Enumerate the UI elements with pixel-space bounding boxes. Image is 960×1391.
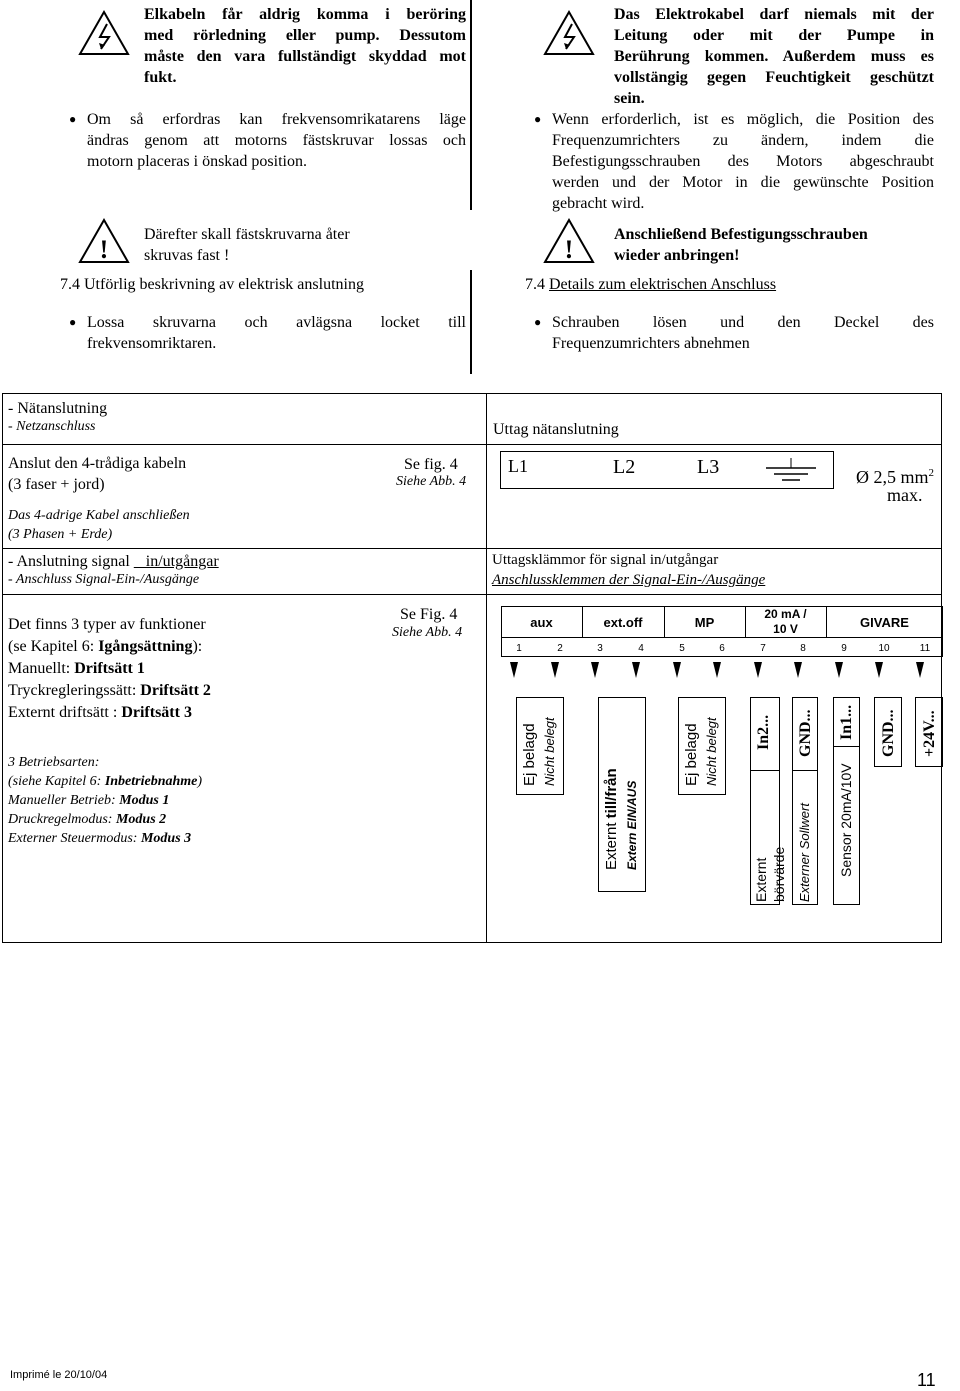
terminal-group-mp: MP (694, 615, 715, 630)
pin-label-24v: +24V... (921, 710, 938, 757)
figure-ref-de: Siehe Abb. 4 (396, 474, 467, 489)
wire-size-max: max. (887, 485, 923, 505)
pin-number: 4 (638, 643, 644, 654)
terminal-group-givare: GIVARE (860, 615, 909, 630)
caution-icon (543, 218, 595, 264)
pin-number: 2 (557, 643, 563, 654)
mains-outlet-label: Uttag nätanslutning (493, 421, 619, 438)
bullet-text-de: Schrauben lösen und den Deckel des Frequenzumrichters abnehmen (552, 314, 934, 352)
pin-label-ext-setpoint-de: Externer Sollwert (797, 803, 812, 902)
table-col-divider (486, 393, 487, 943)
section-heading-de: 7.4 Details zum elektrischen Anschluss (525, 276, 777, 293)
mains-connection-label-de: - Netzanschluss (8, 419, 96, 434)
bullet-text-sv: Lossa skruvarna och avlägsna locket till frekvensomriktaren. (87, 314, 466, 352)
pin-label-gnd: GND... (797, 709, 814, 757)
mains-connection-label: - Nätanslutning (8, 400, 108, 417)
pin-number: 11 (919, 643, 931, 654)
pin-label-not-used: Ej belagd Nicht belegt (521, 717, 557, 786)
figure-ref: Se fig. 4 (404, 456, 458, 473)
bullet-icon: ● (534, 112, 542, 126)
electric-warning-icon (78, 10, 130, 56)
pin-label-ext-on-off: Externt till/från Extern EIN/AUS (603, 768, 639, 870)
pin-number: 3 (597, 643, 603, 654)
pin-label-not-used: Ej belagd Nicht belegt (683, 717, 719, 786)
pin-number: 9 (841, 643, 847, 654)
column-divider (470, 270, 472, 374)
warning-text-sv: Elkabeln får aldrig komma i beröring med rörledning eller pump. Dessutom måste den vara fullständigt skyddad mot fukt. (144, 6, 466, 86)
cable-instruction-de: Das 4-adrige Kabel anschließen (3 Phasen + Erde) (8, 508, 190, 542)
svg-text:!: ! (99, 235, 109, 264)
table-row-divider (2, 594, 942, 595)
terminal-group-20ma: 20 mA / 10 V (764, 607, 807, 636)
table-row-divider (2, 444, 942, 445)
pin-label-sensor: Sensor 20mA/10V (838, 763, 854, 877)
pin-label-in1: In1... (838, 704, 855, 740)
pin-label-gnd: GND... (880, 709, 897, 757)
terminal-arrows (500, 658, 945, 682)
terminal-group-ext-off: ext.off (603, 615, 643, 630)
terminal-l1: L1 (508, 456, 528, 476)
caution-icon (78, 218, 130, 264)
pin-number: 7 (760, 643, 766, 654)
signal-connection-label: - Anslutning signal in/utgångar (8, 553, 219, 570)
terminal-l3: L3 (697, 456, 720, 478)
print-date: Imprimé le 20/10/04 (10, 1369, 108, 1381)
pin-label-in2: In2... (755, 714, 772, 750)
caution-text-de: Anschließend Befestigungsschrauben wieder anbringen! (614, 226, 868, 264)
warning-text-de: Das Elektrokabel darf niemals mit der Leitung oder mit der Pumpe in Berührung kommen. Außerdem muss es vollstängig gegen Feuchtigkeit geschützt sein. (614, 6, 934, 107)
pin-number: 1 (516, 643, 522, 654)
bullet-icon: ● (69, 112, 77, 126)
figure-ref-de: Siehe Abb. 4 (392, 625, 463, 640)
pin-number: 8 (800, 643, 806, 654)
svg-text:!: ! (564, 235, 574, 264)
terminal-l2: L2 (613, 456, 636, 478)
column-divider (470, 0, 472, 210)
signal-terminals-label-de: Anschlussklemmen der Signal-Ein-/Ausgänge (492, 572, 766, 588)
ground-icon (754, 456, 828, 484)
wire-size: Ø 2,5 $mm^2$ (856, 467, 935, 487)
modes-description-sv: Det finns 3 typer av funktioner (se Kapitel 6: Igångsättning): Manuellt: Driftsätt 1 Tryckregleringssätt: Driftsätt 2 Externt driftsätt : Driftsätt 3 (8, 616, 211, 721)
cable-instruction-sv: Anslut den 4-trådiga kabeln (3 faser + jord) (8, 455, 187, 493)
figure-ref: Se Fig. 4 (400, 606, 458, 623)
pin-label-ext-setpoint: Externt börvärde (753, 846, 787, 902)
caution-text-sv: Därefter skall fästskruvarna åter skruvas fast ! (144, 226, 350, 264)
section-heading-sv: 7.4 Utförlig beskrivning av elektrisk anslutning (60, 276, 364, 293)
signal-connection-label-de: - Anschluss Signal-Ein-/Ausgänge (8, 572, 200, 587)
table-row-divider (2, 548, 942, 549)
pin-number: 10 (878, 643, 890, 654)
bullet-icon: ● (69, 315, 77, 329)
page-number: 11 (917, 1370, 936, 1390)
terminal-group-aux: aux (530, 615, 553, 630)
electric-warning-icon (543, 10, 595, 56)
bullet-text-sv: Om så erfordras kan frekvensomrikatarens läge ändras genom att motorns fästskruvar lossas och motorn placeras i önskad position. (87, 111, 466, 170)
bullet-icon: ● (534, 315, 542, 329)
pin-number: 6 (719, 643, 725, 654)
box-divider (833, 746, 860, 747)
terminal-block-divider (501, 637, 943, 638)
pin-number: 5 (679, 643, 685, 654)
box-divider (750, 770, 780, 771)
box-divider (792, 770, 818, 771)
bullet-text-de: Wenn erforderlich, ist es möglich, die Position des Frequenzumrichters zu ändern, indem die Befestigungsschrauben des Motors abgeschraubt werden und der Motor in die gewünschte Position gebracht wird. (552, 111, 934, 212)
signal-terminals-label: Uttagsklämmor för signal in/utgångar (492, 552, 719, 568)
modes-description-de: 3 Betriebsarten: (siehe Kapitel 6: Inbetriebnahme) Manueller Betrieb: Modus 1 Druckregelmodus: Modus 2 Externer Steuermodus: Modus 3 (8, 755, 203, 846)
